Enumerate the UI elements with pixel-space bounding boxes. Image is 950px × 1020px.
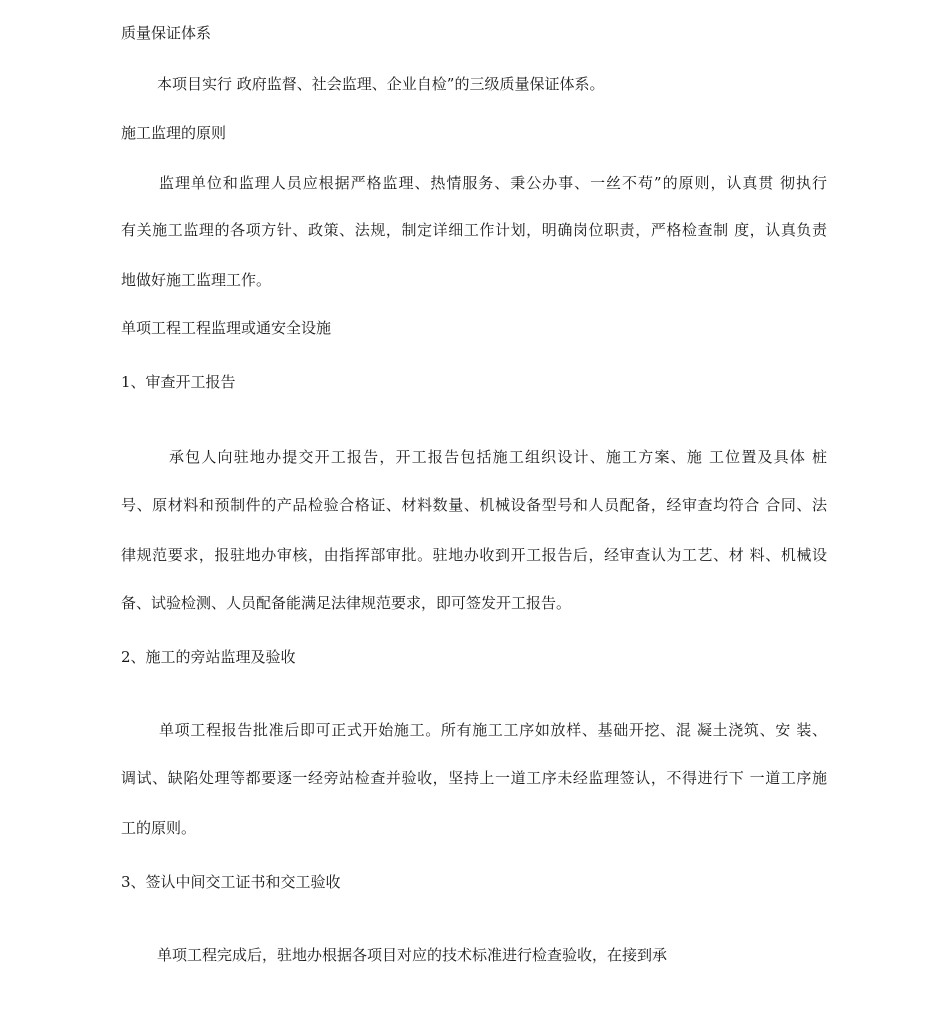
section-1-title: 1、审查开工报告 — [121, 373, 236, 391]
section-2-body-line-2: 调试、缺陷处理等都要逐一经旁站检查并验收，坚持上一道工序未经监理签认，不得进行下 一道工序施 — [121, 769, 827, 787]
section-3-body-line-1: 单项工程完成后，驻地办根据各项目对应的技术标准进行检查验收，在接到承 — [157, 946, 668, 964]
paragraph-principles-line-2: 有关施工监理的各项方针、政策、法规，制定详细工作计划，明确岗位职责，严格检查制 度，认真负责 — [121, 221, 827, 239]
heading-quality-system: 质量保证体系 — [121, 24, 212, 42]
section-2-body-line-1: 单项工程报告批准后即可正式开始施工。所有施工工序如放样、基础开挖、混 凝土浇筑、安 装、 — [159, 721, 827, 739]
section-2-title: 2、施工的旁站监理及验收 — [121, 648, 296, 666]
heading-single-item: 单项工程工程监理或通安全设施 — [121, 319, 332, 337]
section-2-body-line-3: 工的原则。 — [121, 819, 197, 837]
section-1-body-line-4: 备、试验检测、人员配备能满足法律规范要求，即可签发开工报告。 — [121, 594, 572, 612]
paragraph-principles-line-3: 地做好施工监理工作。 — [121, 271, 272, 289]
paragraph-principles-line-1: 监理单位和监理人员应根据严格监理、热情服务、秉公办事、一丝不苟”的原则，认真贯 彻执行 — [159, 174, 827, 192]
section-1-body-line-3: 律规范要求，报驻地办审核，由指挥部审批。驻地办收到开工报告后，经审查认为工艺、材 料、机械设 — [121, 546, 827, 564]
section-1-body-line-1: 承包人向驻地办提交开工报告，开工报告包括施工组织设计、施工方案、施 工位置及具体 桩 — [169, 448, 827, 466]
section-1-body-line-2: 号、原材料和预制件的产品检验合格证、材料数量、机械设备型号和人员配备，经审查均符合 合同、法 — [121, 496, 827, 514]
heading-principles: 施工监理的原则 — [121, 124, 227, 142]
paragraph-quality-system: 本项目实行 政府监督、社会监理、企业自检”的三级质量保证体系。 — [157, 75, 605, 93]
section-3-title: 3、签认中间交工证书和交工验收 — [121, 873, 341, 891]
